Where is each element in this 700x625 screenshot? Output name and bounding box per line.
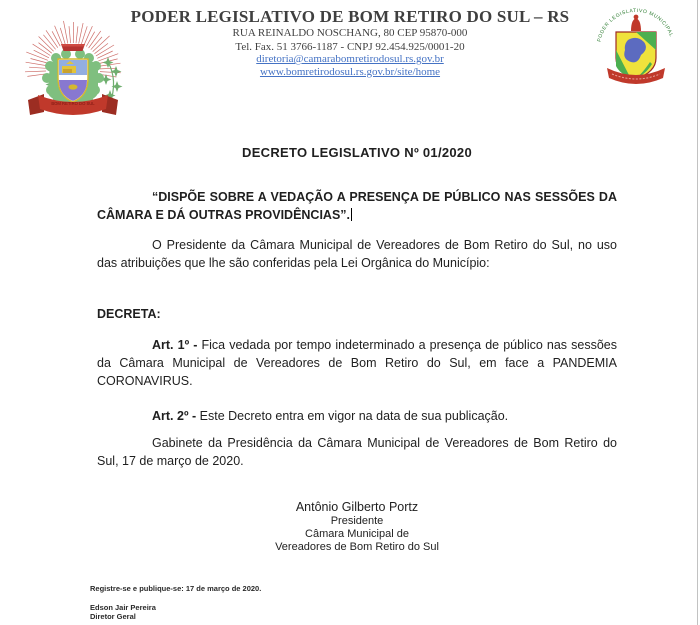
- address-line: RUA REINALDO NOSCHANG, 80 CEP 95870-000: [232, 27, 468, 39]
- article-2-text: Este Decreto entra em vigor na data de sua publicação.: [199, 409, 509, 423]
- email-link[interactable]: diretoria@camarabomretirodosul.rs.gov.br: [256, 53, 444, 65]
- article-1-label: Art. 1º -: [152, 338, 198, 352]
- decreta-label: DECRETA:: [97, 307, 161, 321]
- website-link[interactable]: www.bomretirodosul.rs.gov.br/site/home: [259, 65, 441, 78]
- text-cursor: [351, 208, 352, 221]
- publish-note: Registre-se e publique-se: 17 de março de 2020.: [90, 584, 262, 593]
- decree-subject-text: “DISPÕE SOBRE A VEDAÇÃO A PRESENÇA DE PÚBLICO NAS SESSÕES DA CÂMARA E DÁ OUTRAS PROVIDÊNCIAS”.: [97, 190, 617, 222]
- poder-legislativo-municipal-seal-icon: [590, 4, 682, 90]
- signer-org-line1: Câmara Municipal de: [305, 528, 409, 540]
- signer-org-line2: Vereadores de Bom Retiro do Sul: [275, 541, 439, 553]
- svg-text:PODER LEGISLATIVO MUNICIPAL: PODER LEGISLATIVO MUNICIPAL: [596, 7, 675, 43]
- decree-subject: [97, 188, 617, 224]
- decree-document: [90, 144, 618, 622]
- officer-name: Edson Jair Pereira: [90, 602, 156, 612]
- bom-retiro-do-sul-coat-of-arms-icon: [14, 8, 134, 120]
- svg-text:BOM RETIRO DO SUL: BOM RETIRO DO SUL: [51, 101, 95, 106]
- signer-name: Antônio Gilberto Portz: [295, 500, 419, 514]
- decree-preamble: O Presidente da Câmara Municipal de Vereadores de Bom Retiro do Sul, no uso das atribuições que lhe são conferidas pela Lei Orgânica do Município:: [97, 238, 617, 270]
- article-1: [97, 336, 617, 390]
- org-title: PODER LEGISLATIVO DE BOM RETIRO DO SUL – RS: [130, 7, 570, 26]
- decree-title: DECRETO LEGISLATIVO Nº 01/2020: [242, 145, 472, 160]
- article-2-label: Art. 2º -: [152, 409, 197, 423]
- officer-role: Diretor Geral: [90, 612, 136, 621]
- article-2: [97, 407, 617, 425]
- officer-block: [90, 603, 617, 622]
- closing-paragraph: Gabinete da Presidência da Câmara Municipal de Vereadores de Bom Retiro do Sul, 17 de março de 2020.: [97, 436, 617, 468]
- signer-role: Presidente: [330, 515, 384, 527]
- letterhead: [0, 0, 700, 130]
- registration-footer: [90, 584, 617, 622]
- article-1-text: Fica vedada por tempo indeterminado a presença de público nas sessões da Câmara Municipal de Vereadores de Bom Retiro do Sul, em face a PANDEMIA CORONAVIRUS.: [97, 338, 618, 388]
- signature-block: [97, 499, 617, 554]
- phone-cnpj-line: Tel. Fax. 51 3766-1187 - CNPJ 92.454.925/0001-20: [235, 40, 465, 53]
